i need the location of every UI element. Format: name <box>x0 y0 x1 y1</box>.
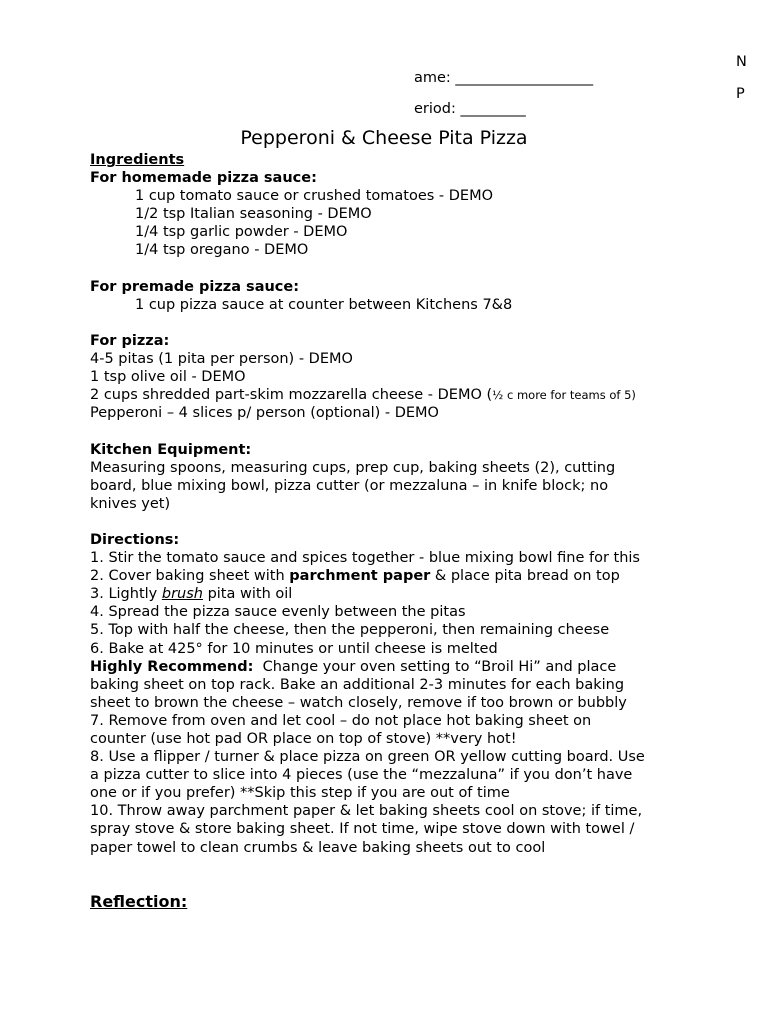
directions-heading: Directions: <box>90 531 180 548</box>
direction-step-8-cont: one or if you prefer) **Skip this step if you are out of time <box>90 785 510 802</box>
step2-text-end: & place pita bread on top <box>430 568 620 585</box>
name-field: ame: ___________________ <box>414 70 594 86</box>
direction-step-2 <box>90 567 690 585</box>
reflection-heading: Reflection: <box>90 892 188 911</box>
ingredient-item: 1/4 tsp oregano - DEMO <box>135 242 309 259</box>
ingredient-cheese-text: 2 cups shredded part-skim mozzarella cheese - DEMO ( <box>90 387 493 404</box>
equipment-heading: Kitchen Equipment: <box>90 441 252 458</box>
direction-step-10-cont: spray stove & store baking sheet. If not time, wipe stove down with towel / <box>90 821 635 838</box>
ingredient-item: Pepperoni – 4 slices p/ person (optional) - DEMO <box>90 405 439 422</box>
direction-step-7-cont: counter (use hot pad OR place on top of stove) **very hot! <box>90 731 517 747</box>
direction-step-6: 6. Bake at 425° for 10 minutes or until cheese is melted <box>90 640 498 657</box>
pizza-heading: For pizza: <box>90 332 170 349</box>
recommend-line <box>90 658 690 676</box>
margin-letter-p: P <box>736 86 745 102</box>
equipment-line: Measuring spoons, measuring cups, prep cup, baking sheets (2), cutting <box>90 459 616 476</box>
period-field: eriod: _________ <box>414 101 526 117</box>
ingredients-heading: Ingredients <box>90 152 185 168</box>
direction-step-10-cont: paper towel to clean crumbs & leave baking sheets out to cool <box>90 839 546 856</box>
recommend-label: Highly Recommend: <box>90 658 254 675</box>
recommend-line: sheet to brown the cheese – watch closely, remove if too brown or bubbly <box>90 694 627 711</box>
direction-step-1: 1. Stir the tomato sauce and spices together - blue mixing bowl fine for this <box>90 550 640 567</box>
step2-text-start: 2. Cover baking sheet with <box>90 568 290 585</box>
ingredient-item: 1/4 tsp garlic powder - DEMO <box>135 224 348 241</box>
step3-text-end: pita with oil <box>202 586 293 603</box>
recommend-text: Change your oven setting to “Broil Hi” and place <box>253 658 617 675</box>
premade-sauce-heading: For premade pizza sauce: <box>90 278 300 295</box>
step3-text-start: 3. Lightly <box>90 586 162 603</box>
direction-step-5: 5. Top with half the cheese, then the pepperoni, then remaining cheese <box>90 622 610 639</box>
recipe-body <box>90 151 690 857</box>
ingredient-item: 1 cup tomato sauce or crushed tomatoes - DEMO <box>135 188 494 205</box>
equipment-line: knives yet) <box>90 495 171 512</box>
margin-letter-n: N <box>736 54 747 70</box>
ingredient-item-cheese <box>90 386 690 404</box>
ingredient-item: 1 cup pizza sauce at counter between Kitchens 7&8 <box>135 296 513 313</box>
cheese-note: ½ c more for teams of 5) <box>492 388 636 403</box>
ingredient-item: 1 tsp olive oil - DEMO <box>90 369 246 386</box>
recommend-line: baking sheet on top rack. Bake an additional 2-3 minutes for each baking <box>90 676 625 693</box>
parchment-paper-emphasis: parchment paper <box>289 568 431 585</box>
direction-step-7: 7. Remove from oven and let cool – do not place hot baking sheet on <box>90 712 592 729</box>
direction-step-10: 10. Throw away parchment paper & let baking sheets cool on stove; if time, <box>90 803 643 820</box>
page-title: Pepperoni & Cheese Pita Pizza <box>240 127 528 149</box>
direction-step-8-cont: a pizza cutter to slice into 4 pieces (use the “mezzaluna” if you don’t have <box>90 767 633 784</box>
homemade-sauce-heading: For homemade pizza sauce: <box>90 170 317 187</box>
equipment-line: board, blue mixing bowl, pizza cutter (or mezzaluna – in knife block; no <box>90 477 609 494</box>
brush-emphasis: brush <box>161 586 203 603</box>
direction-step-8: 8. Use a flipper / turner & place pizza on green OR yellow cutting board. Use <box>90 749 645 766</box>
direction-step-3 <box>90 585 690 603</box>
ingredient-item: 4-5 pitas (1 pita per person) - DEMO <box>90 351 353 368</box>
ingredient-item: 1/2 tsp Italian seasoning - DEMO <box>135 206 372 223</box>
direction-step-4: 4. Spread the pizza sauce evenly between the pitas <box>90 604 466 621</box>
